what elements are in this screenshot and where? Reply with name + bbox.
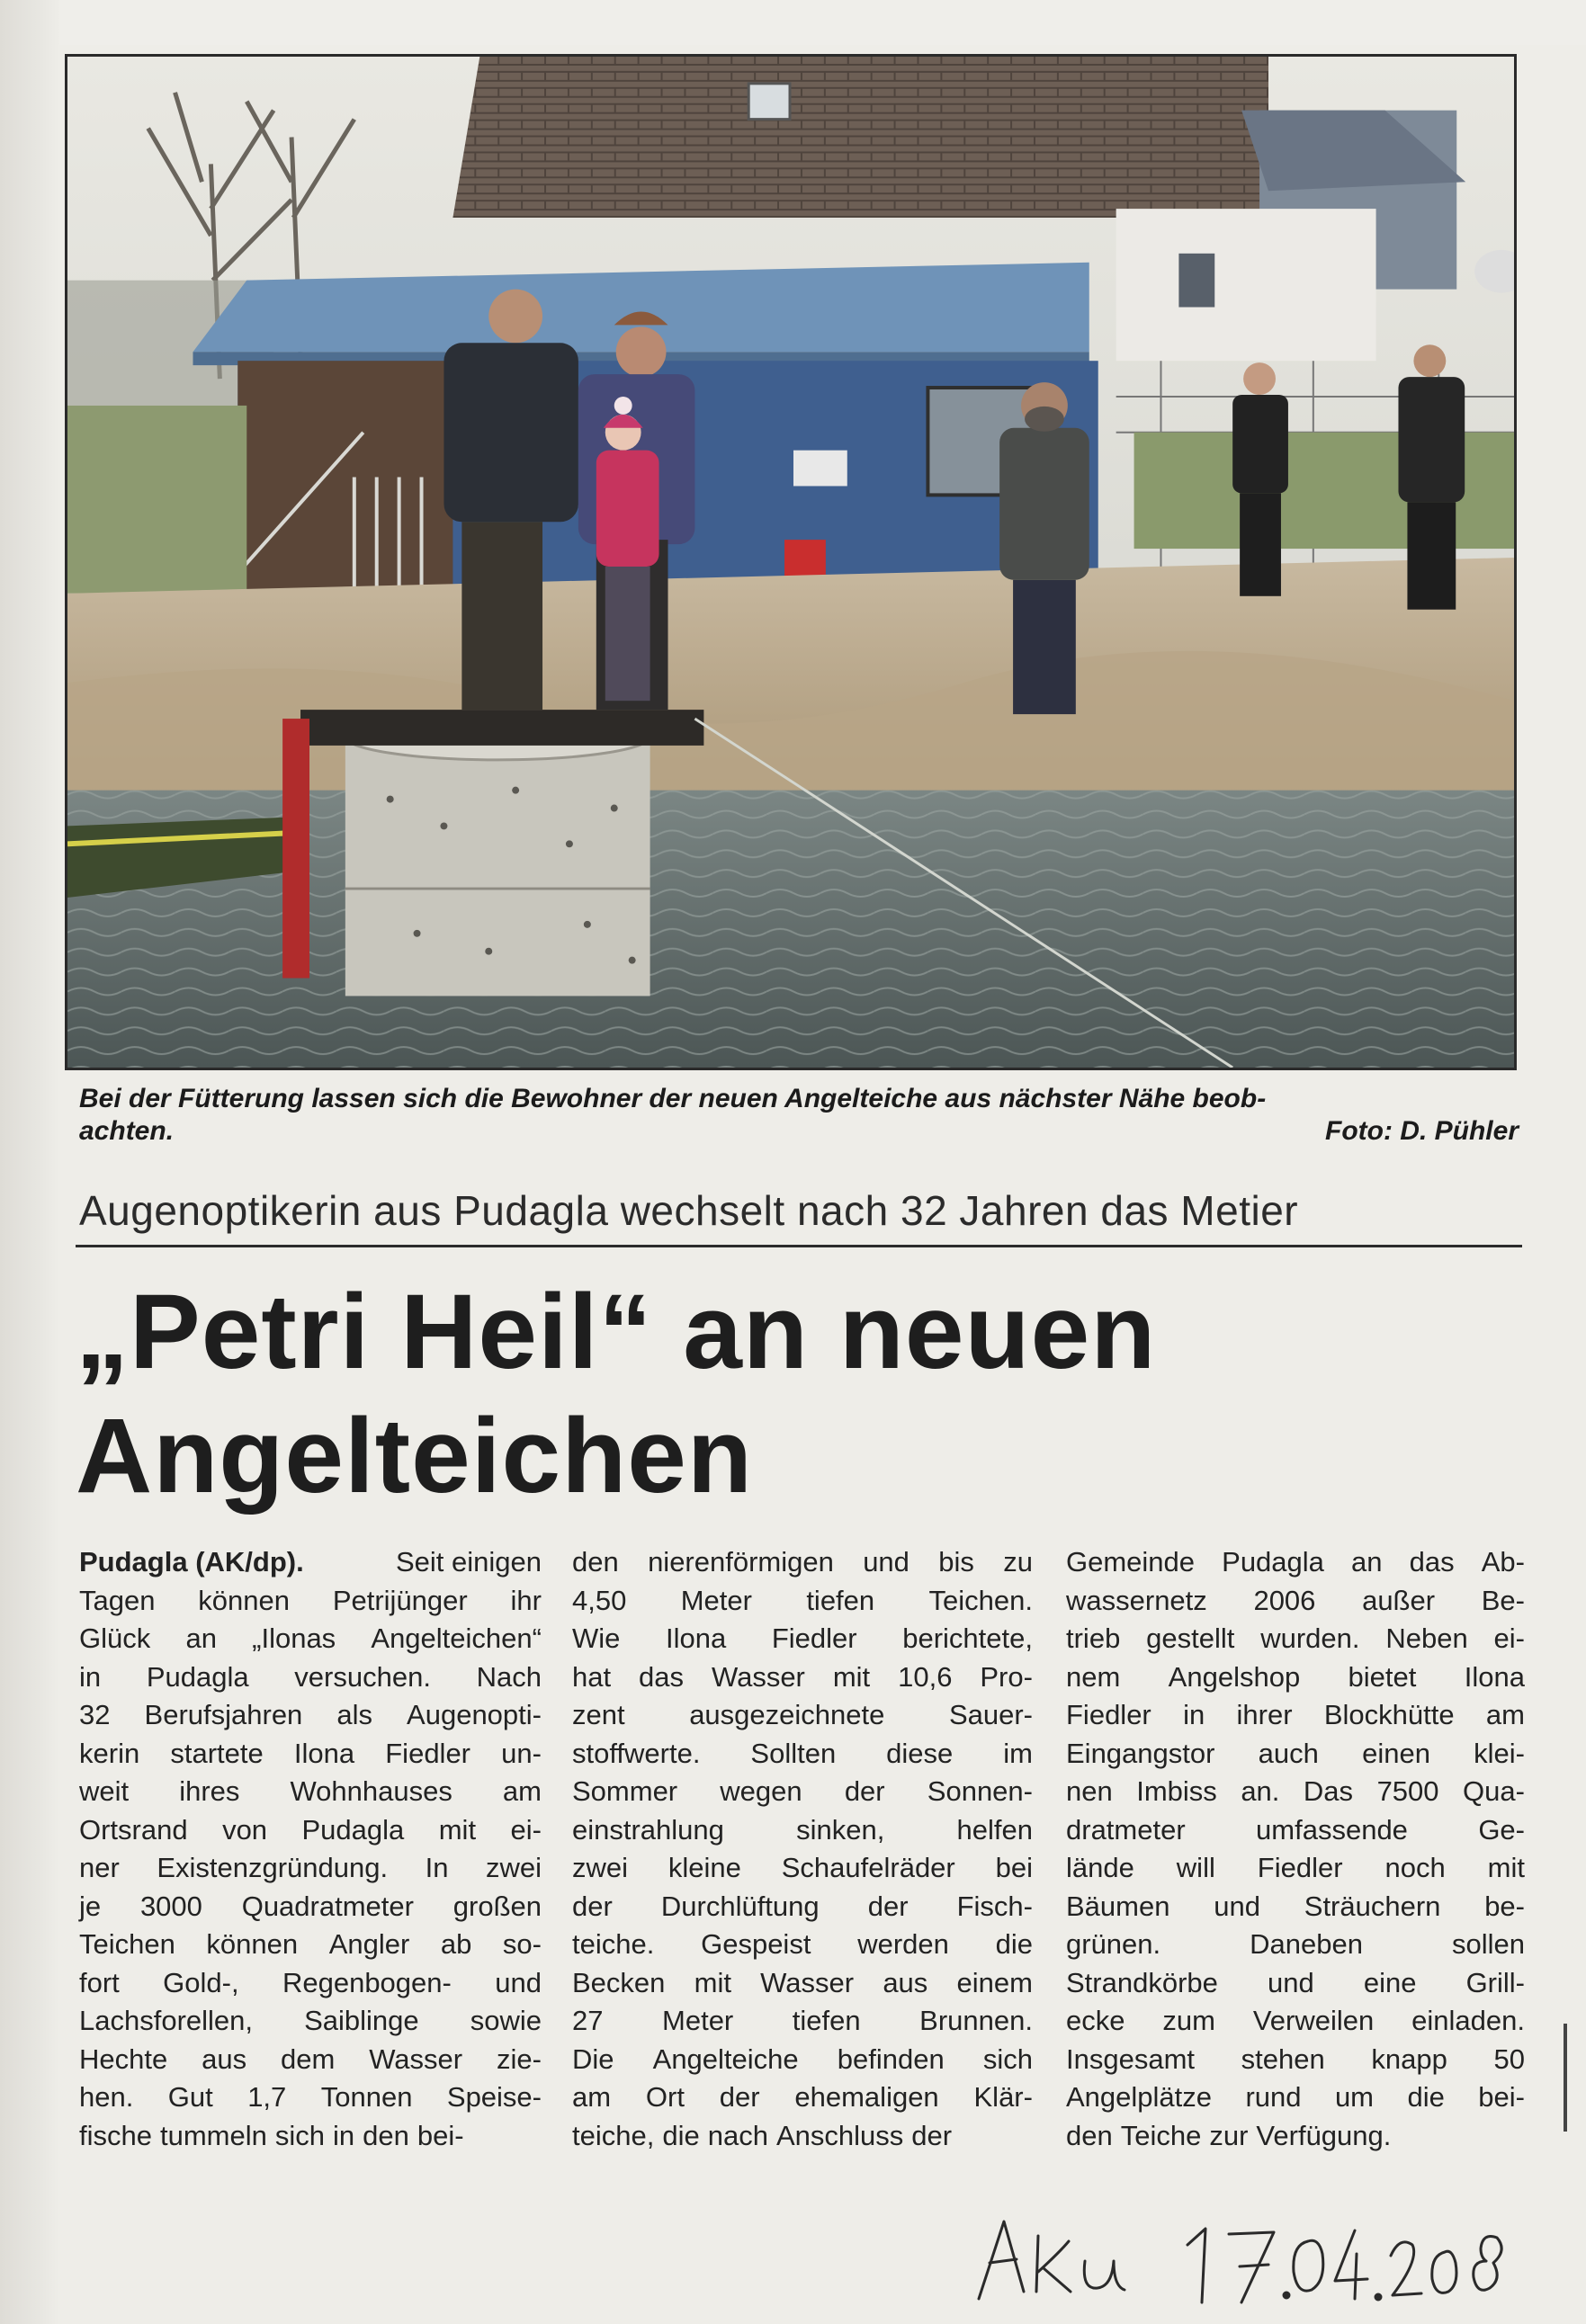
article-word: startete xyxy=(170,1737,264,1769)
article-word: nen xyxy=(1066,1775,1113,1807)
article-line xyxy=(79,1620,542,1658)
article-line xyxy=(1066,2002,1525,2041)
article-word: hen. xyxy=(79,2081,134,2113)
article-word: ner xyxy=(79,1852,120,1883)
article-word: eine xyxy=(1363,1966,1417,1998)
article-word: Angelteichen“ xyxy=(371,1622,542,1654)
article-word: der xyxy=(911,2119,953,2151)
article-word: sich xyxy=(982,2042,1033,2075)
article-word: dratmeter xyxy=(1066,1813,1186,1846)
article-word: Teichen. xyxy=(928,1584,1033,1616)
article-word: mit xyxy=(832,1660,871,1693)
article-word: Hechte xyxy=(79,2042,168,2075)
article-word: 2006 xyxy=(1253,1584,1316,1616)
article-line xyxy=(79,1543,542,1582)
article-word: 27 xyxy=(572,2005,604,2036)
article-line xyxy=(572,2078,1033,2117)
photo-illustration xyxy=(67,57,1514,1068)
article-word: Fisch- xyxy=(956,1890,1033,1922)
article-word: Brunnen. xyxy=(919,2005,1033,2036)
caption-text: Bei der Fütterung lassen sich die Bewohner der neuen Angelteiche aus nächster Nähe beob- xyxy=(79,1084,1267,1113)
article-word: knapp xyxy=(1371,2042,1447,2075)
article-word: Regenbogen- xyxy=(282,1966,452,1998)
article-word: das xyxy=(639,1660,685,1693)
article-word: am xyxy=(502,1775,542,1807)
article-word: einladen. xyxy=(1411,2005,1525,2036)
article-word: ihrer xyxy=(1236,1699,1293,1730)
article-word: in xyxy=(1183,1699,1205,1730)
article-word: an xyxy=(1351,1546,1383,1578)
article-line xyxy=(1066,1773,1525,1811)
article-word: Angelteiche xyxy=(652,2042,799,2075)
article-line xyxy=(79,1888,542,1926)
article-word: bei xyxy=(995,1852,1033,1883)
article-word: gestellt xyxy=(1146,1622,1235,1654)
article-word: ab xyxy=(440,1928,472,1960)
article-word: Tonnen xyxy=(320,2081,413,2113)
article-word: Ab- xyxy=(1481,1546,1525,1578)
article-line xyxy=(572,1582,1033,1621)
article-word: „Ilonas xyxy=(252,1622,336,1654)
article-word: Petrijünger xyxy=(332,1584,468,1616)
article-word: aus xyxy=(202,2042,247,2075)
article-word: mit xyxy=(438,1813,477,1846)
article-line xyxy=(1066,1849,1525,1888)
article-word: Klär- xyxy=(973,2081,1033,2113)
article-line xyxy=(1066,2078,1525,2117)
article-word: zent xyxy=(572,1699,625,1730)
article-word: und xyxy=(495,1966,542,1998)
article-word: weit xyxy=(79,1775,130,1807)
article-word: Anschluss xyxy=(775,2119,904,2151)
article-word: Verfügung. xyxy=(1256,2119,1392,2151)
photo-caption xyxy=(79,1083,1519,1148)
article-line xyxy=(572,1696,1033,1735)
article-word: trieb xyxy=(1066,1622,1121,1654)
article-word: berichtete, xyxy=(902,1622,1033,1654)
caption-text-line2: achten. xyxy=(79,1116,175,1146)
article-word: 50 xyxy=(1493,2042,1525,2075)
article-word: Gold-, xyxy=(163,1966,239,1998)
article-word: und xyxy=(863,1546,909,1578)
article-word: Be- xyxy=(1481,1584,1525,1616)
article-word: Pudagla xyxy=(1222,1546,1324,1578)
article-word: noch xyxy=(1384,1852,1446,1883)
article-word: Wasser xyxy=(760,1966,855,1998)
article-word: 7500 xyxy=(1376,1775,1439,1807)
article-line xyxy=(1066,1811,1525,1850)
article-word: Das xyxy=(1303,1775,1354,1807)
article-word: Meter xyxy=(662,2005,734,2036)
article-word: großen xyxy=(453,1890,542,1922)
article-line xyxy=(1066,1620,1525,1658)
article-word: ei- xyxy=(510,1813,542,1846)
article-word: diese xyxy=(886,1737,954,1769)
article-word: Pudagla xyxy=(146,1660,249,1693)
article-word: tiefen xyxy=(792,2005,861,2036)
article-word: Bäumen xyxy=(1066,1890,1170,1922)
article-word: bis xyxy=(938,1546,974,1578)
article-line xyxy=(572,1620,1033,1658)
page-edge-mark xyxy=(1564,2024,1567,2132)
article-word: werden xyxy=(857,1928,949,1960)
article-line xyxy=(572,1926,1033,1964)
article-word: aus xyxy=(883,1966,928,1998)
article-word: Ilona xyxy=(666,1622,727,1654)
article-word: Lachsforellen, xyxy=(79,2005,254,2036)
article-word: der xyxy=(719,2081,760,2113)
article-column-3 xyxy=(1066,1543,1525,2155)
article-line xyxy=(79,1582,542,1621)
article-word: an. xyxy=(1241,1775,1280,1807)
article-word: Speise- xyxy=(446,2081,542,2113)
article-word: den xyxy=(1066,2119,1113,2151)
article-word: einem xyxy=(956,1966,1033,1998)
article-word: den xyxy=(572,1546,619,1578)
photo-credit: Foto: D. Pühler xyxy=(1325,1116,1519,1146)
article-word: Wie xyxy=(572,1622,621,1654)
article-word: Glück xyxy=(79,1622,151,1654)
article-word: Fiedler xyxy=(771,1622,857,1654)
article-word: rund xyxy=(1245,2081,1302,2113)
article-line xyxy=(1066,1696,1525,1735)
article-word: Fiedler xyxy=(385,1737,471,1769)
article-word: kleine xyxy=(668,1852,741,1883)
article-word: wegen xyxy=(720,1775,802,1807)
article-word: zwei xyxy=(572,1852,629,1883)
article-line xyxy=(572,1735,1033,1774)
article-word: Angler xyxy=(328,1928,410,1960)
article-line xyxy=(572,1888,1033,1926)
article-word: Nach xyxy=(476,1660,542,1693)
article-word: als xyxy=(336,1699,372,1730)
article-word: nem xyxy=(1066,1660,1121,1693)
article-word: ecke xyxy=(1066,2005,1125,2036)
article-word: können xyxy=(206,1928,299,1960)
divider xyxy=(76,1245,1522,1247)
article-line xyxy=(79,1849,542,1888)
article-word: fort xyxy=(79,1966,120,1998)
article-word: ehemaligen xyxy=(794,2081,939,2113)
article-word: Durchlüftung xyxy=(660,1890,820,1922)
article-word: und xyxy=(1214,1890,1260,1922)
article-word: je xyxy=(79,1890,102,1922)
article-word: Saiblinge xyxy=(304,2005,419,2036)
article-word: will xyxy=(1176,1852,1215,1883)
article-word: kerin xyxy=(79,1737,140,1769)
article-line xyxy=(79,1811,542,1850)
article-word: auch xyxy=(1258,1737,1319,1769)
article-word: zwei xyxy=(485,1852,542,1883)
article-line xyxy=(79,1926,542,1964)
article-word: bietet xyxy=(1348,1660,1417,1693)
article-word: Wasser xyxy=(369,2042,463,2075)
article-word: 3000 xyxy=(139,1890,202,1922)
article-line xyxy=(572,2117,1033,2156)
person-distant-woman xyxy=(1232,362,1288,596)
article-word: In xyxy=(425,1852,449,1883)
article-word: Wasser xyxy=(711,1660,805,1693)
headline-line-2: Angelteichen xyxy=(76,1397,753,1515)
article-word: wurden. xyxy=(1260,1622,1360,1654)
article-line xyxy=(572,1811,1033,1850)
article-word: mit xyxy=(694,1966,731,1998)
article-word: zum xyxy=(1162,2005,1215,2036)
article-line xyxy=(79,1658,542,1697)
article-line xyxy=(1066,1735,1525,1774)
article-word: sowie xyxy=(470,2005,542,2036)
article-word: 1,7 xyxy=(247,2081,287,2113)
house-roof xyxy=(453,57,1268,218)
article-line xyxy=(79,1735,542,1774)
article-word: Becken xyxy=(572,1966,666,1998)
article-word: Sträuchern xyxy=(1304,1890,1441,1922)
article-line xyxy=(1066,1582,1525,1621)
article-word: bei- xyxy=(417,2119,464,2151)
article-word: der xyxy=(867,1890,909,1922)
article-word: grünen. xyxy=(1066,1928,1161,1960)
article-word: in xyxy=(79,1660,102,1693)
article-word: einstrahlung xyxy=(572,1813,724,1846)
concrete-feeder xyxy=(345,737,650,996)
article-word: der xyxy=(844,1775,885,1807)
article-word: fische xyxy=(79,2119,152,2151)
article-word: Qua- xyxy=(1463,1775,1525,1807)
article-photo xyxy=(65,54,1517,1070)
article-word: in xyxy=(333,2119,355,2151)
article-word: Pudagla xyxy=(301,1813,405,1846)
article-word: Pro- xyxy=(980,1660,1033,1693)
article-line xyxy=(572,2041,1033,2079)
article-word: befinden xyxy=(837,2042,945,2075)
article-word: Neben xyxy=(1385,1622,1468,1654)
article-word: tiefen xyxy=(806,1584,875,1616)
dateline: Pudagla (AK/dp). xyxy=(79,1546,304,1578)
kicker-headline: Augenoptikerin aus Pudagla wechselt nach 32 Jahren das Metier xyxy=(79,1187,1299,1234)
article-word: einen xyxy=(1362,1737,1430,1769)
article-word: bei- xyxy=(1478,2081,1525,2113)
article-word: Gespeist xyxy=(701,1928,811,1960)
article-line xyxy=(79,2041,542,2079)
clipping-margin xyxy=(59,0,1586,45)
article-word: um xyxy=(1334,2081,1375,2113)
article-word: die xyxy=(662,2119,700,2151)
article-line xyxy=(1066,2041,1525,2079)
article-word: nach xyxy=(707,2119,768,2151)
article-word: sich xyxy=(274,2119,325,2151)
article-word: ausgezeichnete xyxy=(689,1699,885,1730)
person-distant-man xyxy=(1398,344,1465,609)
article-word: Wohnhauses xyxy=(290,1775,453,1807)
article-word: helfen xyxy=(956,1813,1033,1846)
article-line xyxy=(1066,1888,1525,1926)
article-word: stehen xyxy=(1241,2042,1325,2075)
article-word: den xyxy=(363,2119,409,2151)
article-word: ihr xyxy=(510,1584,542,1616)
article-word: Ilona xyxy=(1464,1660,1525,1693)
article-line xyxy=(572,1658,1033,1697)
article-word: Verweilen xyxy=(1252,2005,1375,2036)
article-word: außer xyxy=(1362,1584,1436,1616)
article-word: Gemeinde xyxy=(1066,1546,1196,1578)
article-word: Quadratmeter xyxy=(241,1890,414,1922)
article-word: 10,6 xyxy=(898,1660,953,1693)
article-word: versuchen. xyxy=(294,1660,431,1693)
article-word: Angelshop xyxy=(1168,1660,1301,1693)
article-line xyxy=(79,2078,542,2117)
article-line xyxy=(79,2002,542,2041)
article-line xyxy=(1066,1658,1525,1697)
article-line xyxy=(572,2002,1033,2041)
article-word: Gut xyxy=(167,2081,213,2113)
article-word: Schaufelräder xyxy=(781,1852,955,1883)
article-word: Insgesamt xyxy=(1066,2042,1196,2075)
article-word: Existenzgründung. xyxy=(157,1852,389,1883)
article-word: Fiedler xyxy=(1066,1699,1151,1730)
article-word: und xyxy=(1268,1966,1314,1998)
article-word: Meter xyxy=(680,1584,752,1616)
article-word: Ortsrand xyxy=(79,1813,188,1846)
article-word: dem xyxy=(281,2042,336,2075)
article-word: Eingangstor xyxy=(1066,1737,1215,1769)
article-word: Tagen xyxy=(79,1584,156,1616)
article-word: lände xyxy=(1066,1852,1134,1883)
article-word: an xyxy=(185,1622,217,1654)
article-word: am xyxy=(572,2081,612,2113)
article-column-2 xyxy=(572,1543,1033,2155)
article-word: mit xyxy=(1487,1852,1525,1883)
article-word: zur xyxy=(1209,2119,1249,2151)
article-word: von xyxy=(222,1813,268,1846)
article-word: Angelplätze xyxy=(1066,2081,1213,2113)
article-word: am xyxy=(1485,1699,1525,1730)
article-word: zie- xyxy=(497,2042,542,2075)
handwritten-date-note xyxy=(972,2209,1511,2308)
article-word: Berufsjahren xyxy=(144,1699,303,1730)
headline xyxy=(76,1270,1533,1518)
article-word: wassernetz xyxy=(1066,1584,1207,1616)
article-line xyxy=(79,1696,542,1735)
article-word: un- xyxy=(501,1737,542,1769)
article-word: der xyxy=(572,1890,613,1922)
article-line xyxy=(572,1773,1033,1811)
article-word: Ort xyxy=(645,2081,685,2113)
article-word: Imbiss xyxy=(1136,1775,1217,1807)
article-word: Sollten xyxy=(750,1737,837,1769)
article-word: Fiedler xyxy=(1257,1852,1343,1883)
article-word: klei- xyxy=(1474,1737,1525,1769)
article-line xyxy=(1066,1543,1525,1582)
article-word: teiche, xyxy=(572,2119,655,2151)
article-word: 4,50 xyxy=(572,1584,627,1616)
article-line xyxy=(572,1849,1033,1888)
article-line xyxy=(572,1543,1033,1582)
article-word: hat xyxy=(572,1660,612,1693)
article-line xyxy=(79,2117,542,2156)
article-word: stoffwerte. xyxy=(572,1737,701,1769)
article-word: sinken, xyxy=(796,1813,885,1846)
article-word: teiche. xyxy=(572,1928,655,1960)
article-word: ei- xyxy=(1493,1622,1525,1654)
article-line xyxy=(572,1964,1033,2003)
article-word: die xyxy=(995,1928,1033,1960)
article-word: Die xyxy=(572,2042,614,2075)
article-word: können xyxy=(198,1584,290,1616)
article-line xyxy=(79,1773,542,1811)
article-word: Ilona xyxy=(293,1737,355,1769)
article-word: so- xyxy=(502,1928,542,1960)
article-word: das xyxy=(1409,1546,1455,1578)
article-word: umfassende xyxy=(1256,1813,1408,1846)
article-word: Strandkörbe xyxy=(1066,1966,1218,1998)
article-word: ihres xyxy=(179,1775,240,1807)
clipping-shadow xyxy=(0,0,59,2324)
article-word: Augenopti- xyxy=(407,1699,542,1730)
article-line xyxy=(1066,1926,1525,1964)
article-word: 32 xyxy=(79,1699,111,1730)
article-word: zu xyxy=(1003,1546,1033,1578)
article-word: Sauer- xyxy=(948,1699,1033,1730)
article-word: Teiche xyxy=(1120,2119,1202,2151)
article-word: Ge- xyxy=(1478,1813,1525,1846)
article-word: Grill- xyxy=(1465,1966,1525,1998)
article-word: Sonnen- xyxy=(927,1775,1033,1807)
article-word: im xyxy=(1003,1737,1033,1769)
article-line xyxy=(1066,1964,1525,2003)
article-column-1 xyxy=(79,1543,542,2155)
article-line xyxy=(1066,2117,1525,2156)
article-word: Teichen xyxy=(79,1928,175,1960)
article-word: die xyxy=(1407,2081,1445,2113)
article-word: sollen xyxy=(1451,1928,1525,1960)
article-word: be- xyxy=(1484,1890,1525,1922)
article-word: nierenförmigen xyxy=(648,1546,834,1578)
article-word: Sommer xyxy=(572,1775,678,1807)
article-line-text: Seit einigen xyxy=(395,1546,542,1578)
article-word: tummeln xyxy=(159,2119,267,2151)
article-line xyxy=(79,1964,542,2003)
article-word: Daneben xyxy=(1250,1928,1363,1960)
headline-line-1: „Petri Heil“ an neuen xyxy=(76,1273,1157,1391)
article-word: Blockhütte xyxy=(1323,1699,1455,1730)
